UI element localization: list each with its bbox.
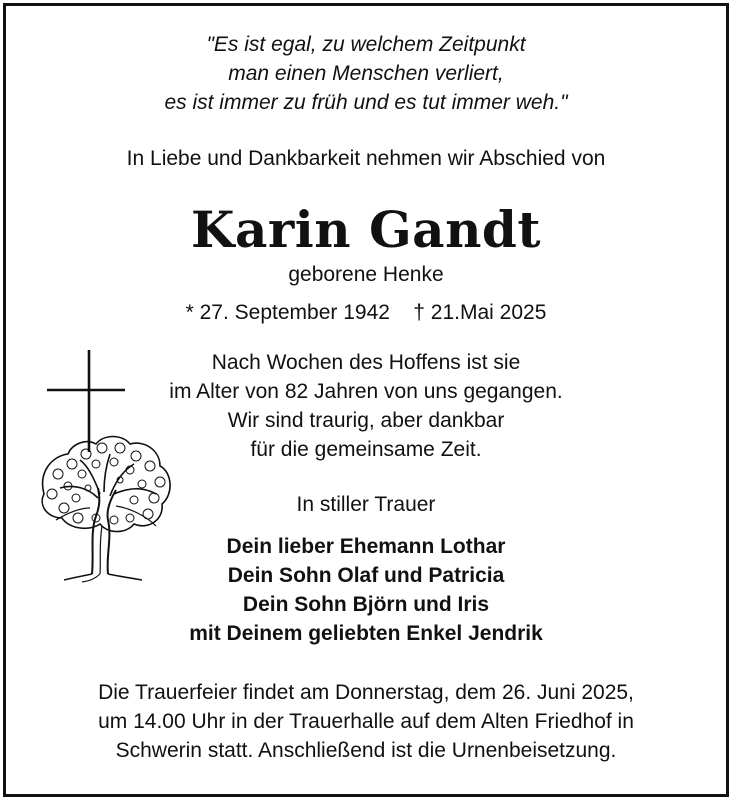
- mourner-1: Dein lieber Ehemann Lothar: [226, 535, 506, 558]
- message-line-3: Wir sind traurig, aber dankbar: [227, 409, 505, 432]
- maiden-name: geborene Henke: [288, 263, 444, 286]
- quote-line-3: es ist immer zu früh und es tut immer weh.": [164, 91, 568, 114]
- funeral-line-2: um 14.00 Uhr in der Trauerhalle auf dem Alten Friedhof in: [98, 710, 634, 733]
- mourner-3: Dein Sohn Björn und Iris: [242, 593, 490, 616]
- intro-text: In Liebe und Dankbarkeit nehmen wir Abschied von: [126, 147, 606, 170]
- mourner-2: Dein Sohn Olaf und Patricia: [227, 564, 505, 587]
- mourner-4: mit Deinem geliebten Enkel Jendrik: [189, 622, 543, 645]
- mourning-heading: In stiller Trauer: [296, 493, 436, 516]
- life-dates: * 27. September 1942 † 21.Mai 2025: [185, 301, 547, 324]
- funeral-line-3: Schwerin statt. Anschließend ist die Urnenbeisetzung.: [115, 739, 617, 762]
- quote-line-2: man einen Menschen verliert,: [228, 62, 504, 85]
- message-line-1: Nach Wochen des Hoffens ist sie: [211, 351, 521, 374]
- message-line-2: im Alter von 82 Jahren von uns gegangen.: [169, 380, 563, 403]
- quote-line-1: "Es ist egal, zu welchem Zeitpunkt: [206, 33, 526, 56]
- message-line-4: für die gemeinsame Zeit.: [250, 438, 482, 461]
- deceased-name: Karin Gandt: [191, 200, 541, 259]
- funeral-line-1: Die Trauerfeier findet am Donnerstag, dem 26. Juni 2025,: [98, 681, 634, 704]
